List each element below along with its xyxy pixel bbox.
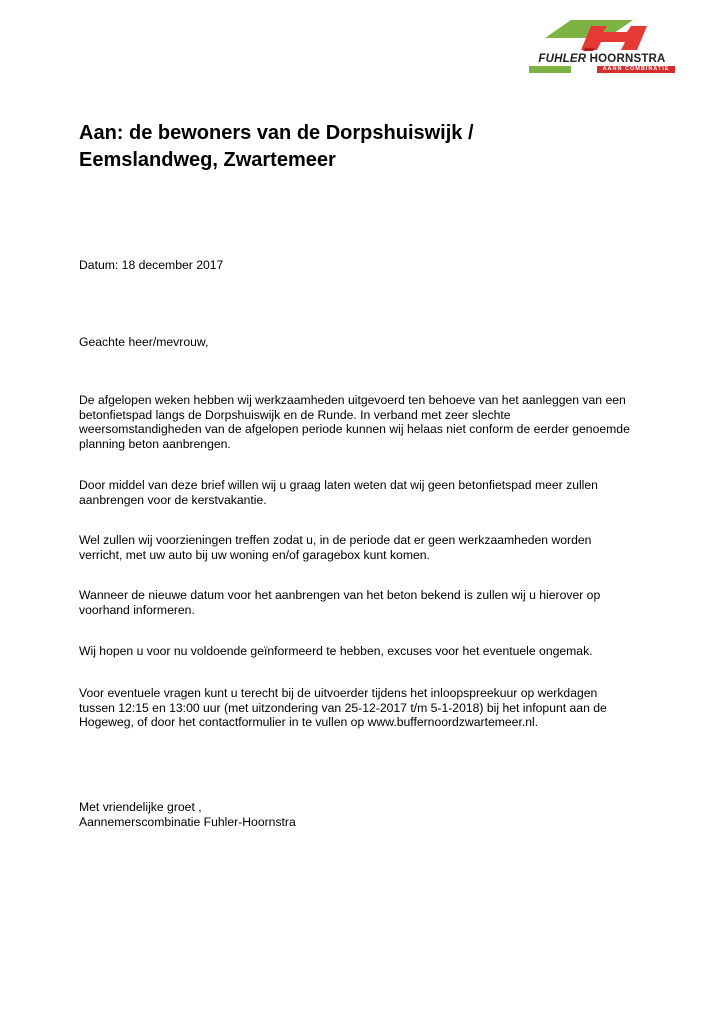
paragraph-1-line-4: planning beton aanbrengen.	[79, 436, 231, 451]
paragraph-2-line-1: Door middel van deze brief willen wij u graag laten weten dat wij geen betonfietspad meer zullen	[79, 478, 598, 492]
paragraph-1-line-3: weersomstandigheden van de afgelopen periode kunnen wij helaas niet conform de eerder genoemde	[79, 422, 630, 436]
company-logo	[527, 18, 677, 76]
letter-signoff	[79, 800, 649, 829]
paragraph-5-line-1: Wij hopen u voor nu voldoende geïnformeerd te hebben, excuses voor het eventuele ongemak.	[79, 644, 593, 658]
letter-title	[79, 120, 639, 174]
logo-wordmark	[527, 53, 677, 65]
paragraph-3-line-2: verricht, met uw auto bij uw woning en/of garagebox kunt komen.	[79, 547, 430, 562]
paragraph-4	[79, 588, 649, 617]
paragraph-3-line-1: Wel zullen wij voorzieningen treffen zodat u, in de periode dat er geen werkzaamheden worden	[79, 533, 592, 547]
paragraph-2	[79, 478, 649, 507]
letter-title-line-2: Eemslandweg, Zwartemeer	[79, 149, 336, 171]
paragraph-6	[79, 686, 649, 730]
logo-color-bar	[529, 66, 675, 73]
paragraph-6-line-1: Voor eventuele vragen kunt u terecht bij de uitvoerder tijdens het inloopspreekuur op werkdagen	[79, 686, 598, 700]
paragraph-3	[79, 533, 649, 562]
logo-tagline: AANN COMBINATIE	[597, 66, 675, 73]
paragraph-2-line-2: aanbrengen voor de kerstvakantie.	[79, 492, 267, 507]
paragraph-4-line-2: voorhand informeren.	[79, 602, 195, 617]
paragraph-6-line-2: tussen 12:15 en 13:00 uur (met uitzondering van 25-12-2017 t/m 5-1-2018) bij het infopunt aan de	[79, 700, 607, 715]
logo-name-hoornstra: HOORNSTRA	[589, 53, 666, 65]
letter-sender: Aannemerscombinatie Fuhler-Hoornstra	[79, 814, 296, 829]
logo-bar-green	[529, 66, 571, 73]
letter-date: Datum: 18 december 2017	[79, 258, 224, 272]
paragraph-6-line-3: Hogeweg, of door het contactformulier in te vullen op www.buffernoordzwartemeer.nl.	[79, 715, 539, 729]
letter-title-line-1: Aan: de bewoners van de Dorpshuiswijk /	[79, 122, 474, 144]
logo-name-fuhler: FUHLER	[538, 53, 587, 65]
paragraph-5	[79, 644, 649, 659]
paragraph-1-line-2: betonfietspad langs de Dorpshuiswijk en de Runde. In verband met zeer slechte	[79, 407, 511, 422]
letter-closing: Met vriendelijke groet ,	[79, 800, 202, 814]
logo-mark-icon	[537, 18, 667, 52]
paragraph-1-line-1: De afgelopen weken hebben wij werkzaamheden uitgevoerd ten behoeve van het aanleggen van een	[79, 393, 626, 407]
letter-salutation: Geachte heer/mevrouw,	[79, 335, 209, 349]
paragraph-4-line-1: Wanneer de nieuwe datum voor het aanbrengen van het beton bekend is zullen wij u hierover op	[79, 588, 601, 602]
paragraph-1	[79, 393, 649, 451]
